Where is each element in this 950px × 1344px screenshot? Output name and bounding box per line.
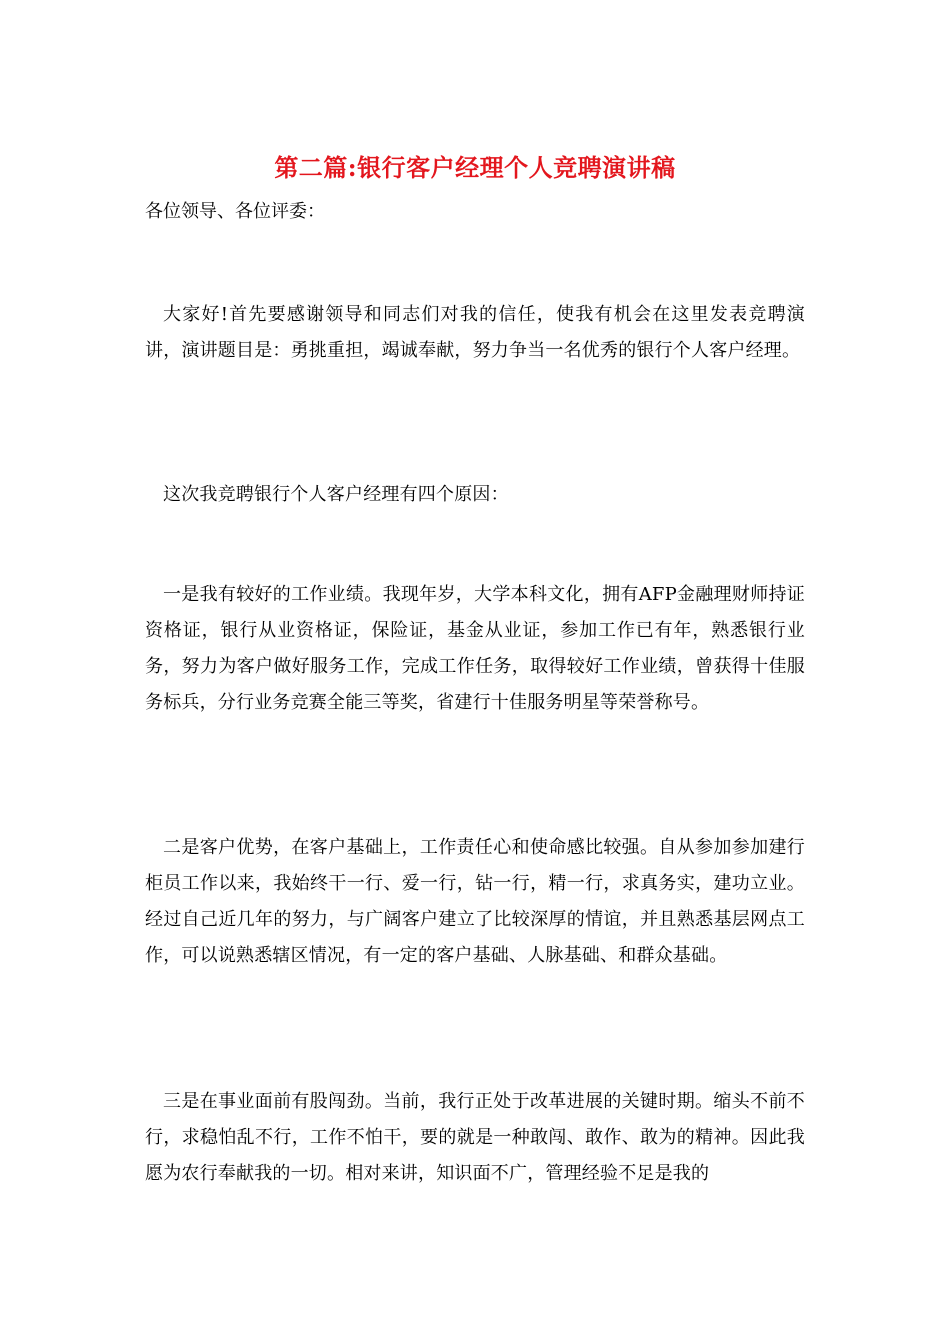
salutation: 各位领导、各位评委： [145, 201, 325, 222]
document-title: 第二篇:银行客户经理个人竞聘演讲稿 [274, 153, 676, 182]
paragraph-reason-one: 一是我有较好的工作业绩。我现年岁，大学本科文化，拥有AFP金融理财师持证资格证，银行从业资格证，保险证，基金从业证，参加工作已有年，熟悉银行业务，努力为客户做好服务工作，完成工作任务，取得较好工作业绩，曾获得十佳服务标兵，分行业务竞赛全能三等奖，省建行十佳服务明星等荣誉称号。 [145, 584, 805, 713]
paragraph-reasons-intro: 这次我竞聘银行个人客户经理有四个原因： [163, 484, 509, 505]
paragraph-reason-three: 三是在事业面前有股闯劲。当前，我行正处于改革进展的关键时期。缩头不前不行，求稳怕乱不行，工作不怕干，要的就是一种敢闯、敢作、敢为的精神。因此我愿为农行奉献我的一切。相对来讲，知识面不广，管理经验不足是我的 [145, 1091, 805, 1184]
paragraph-reason-two: 二是客户优势，在客户基础上，工作责任心和使命感比较强。自从参加参加建行柜员工作以来，我始终干一行、爱一行，钻一行，精一行，求真务实，建功立业。经过自己近几年的努力，与广阔客户建立了比较深厚的情谊，并且熟悉基层网点工作，可以说熟悉辖区情况，有一定的客户基础、人脉基础、和群众基础。 [145, 837, 805, 966]
paragraph-greeting: 大家好!首先要感谢领导和同志们对我的信任，使我有机会在这里发表竞聘演讲，演讲题目是：勇挑重担，竭诚奉献，努力争当一名优秀的银行个人客户经理。 [145, 304, 805, 361]
